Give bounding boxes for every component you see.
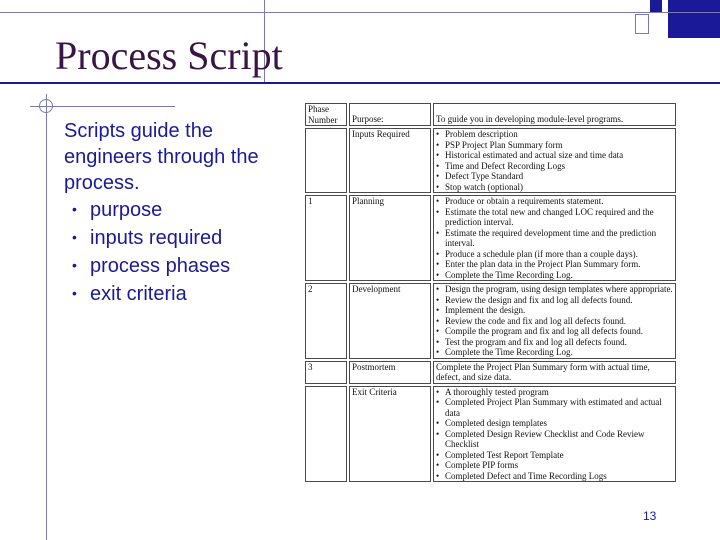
row-item: • Design the program, using design templates where appropriate.: [436, 284, 673, 295]
table-row: [305, 361, 676, 384]
intro-text: Scripts guide the engineers through the process.: [64, 120, 259, 194]
row-item: • Complete PIP forms: [436, 460, 673, 471]
row-number: 2: [305, 283, 347, 359]
bullet-item: [72, 280, 230, 308]
accent-square-outline: [635, 14, 649, 34]
row-item: • Stop watch (optional): [436, 182, 673, 193]
bullet-text: purpose: [90, 199, 163, 221]
row-item: • Review the design and fix and log all defects found.: [436, 295, 673, 306]
row-items: [433, 195, 676, 281]
row-item: • Complete the Time Recording Log.: [436, 270, 673, 281]
row-number: 3: [305, 361, 347, 384]
bullet-icon: •: [72, 201, 77, 217]
row-purpose: Planning: [349, 195, 431, 281]
bullet-icon: •: [72, 229, 77, 245]
corner-circle: [39, 99, 53, 113]
row-text: Complete the Project Plan Summary form with actual time, defect, and size data.: [433, 361, 676, 384]
row-item: • Test the program and fix and log all defects found.: [436, 337, 673, 348]
row-item: • Complete the Time Recording Log.: [436, 347, 673, 358]
row-number: 1: [305, 195, 347, 281]
row-item: • Estimate the total new and changed LOC required and the prediction interval.: [436, 207, 673, 228]
header-rule: [0, 82, 720, 84]
row-item: • Completed Defect and Time Recording Logs: [436, 471, 673, 482]
row-item: • Defect Type Standard: [436, 171, 673, 182]
row-item: • PSP Project Plan Summary form: [436, 140, 673, 151]
left-vertical-rule: [46, 94, 47, 540]
row-purpose: Exit Criteria: [349, 386, 431, 483]
slide-title: Process Script: [55, 33, 283, 78]
bullet-icon: •: [72, 285, 77, 301]
row-purpose: Inputs Required: [349, 128, 431, 193]
row-item: • Review the code and fix and log all defects found.: [436, 316, 673, 327]
table-row: [305, 283, 676, 359]
row-item: • Produce or obtain a requirements statement.: [436, 196, 673, 207]
page-number: 13: [643, 509, 657, 523]
bullet-item: [72, 224, 230, 252]
row-number: [305, 128, 347, 193]
bullet-list: [72, 196, 230, 308]
row-item: • Historical estimated and actual size and time data: [436, 150, 673, 161]
row-number: [305, 386, 347, 483]
bullet-text: process phases: [90, 255, 231, 277]
bullet-item: [72, 252, 230, 280]
header-purpose: Purpose:: [349, 103, 431, 126]
row-items: [433, 283, 676, 359]
row-item: • Completed Project Plan Summary with estimated and actual data: [436, 397, 673, 418]
row-items: [433, 386, 676, 483]
accent-square-small: [650, 0, 662, 12]
row-items: [433, 128, 676, 193]
row-item: • Estimate the required development time and the prediction interval.: [436, 228, 673, 249]
table-row: [305, 195, 676, 281]
row-item: • A thoroughly tested program: [436, 387, 673, 398]
row-item: • Completed Design Review Checklist and Code Review Checklist: [436, 429, 673, 450]
row-item: • Time and Defect Recording Logs: [436, 161, 673, 172]
process-script-table: [303, 101, 678, 484]
row-item: • Enter the plan data in the Project Plan Summary form.: [436, 259, 673, 270]
table-header-row: [305, 103, 676, 126]
bullet-text: exit criteria: [90, 283, 187, 305]
bullet-item: [72, 196, 230, 224]
header-phase-number: Phase Number: [305, 103, 347, 126]
bullet-text: inputs required: [90, 227, 223, 249]
row-item: • Compile the program and fix and log all defects found.: [436, 326, 673, 337]
row-item: • Completed Test Report Template: [436, 450, 673, 461]
header-description: To guide you in developing module-level programs.: [433, 103, 676, 126]
bullet-icon: •: [72, 257, 77, 273]
row-purpose: Development: [349, 283, 431, 359]
row-purpose: Postmortem: [349, 361, 431, 384]
row-item: • Produce a schedule plan (if more than a couple days).: [436, 249, 673, 260]
row-item: • Problem description: [436, 129, 673, 140]
row-item: • Completed design templates: [436, 418, 673, 429]
table-row: [305, 386, 676, 483]
table-row: [305, 128, 676, 193]
top-rule: [0, 12, 720, 13]
row-item: • Implement the design.: [436, 305, 673, 316]
accent-square-large: [668, 0, 720, 38]
